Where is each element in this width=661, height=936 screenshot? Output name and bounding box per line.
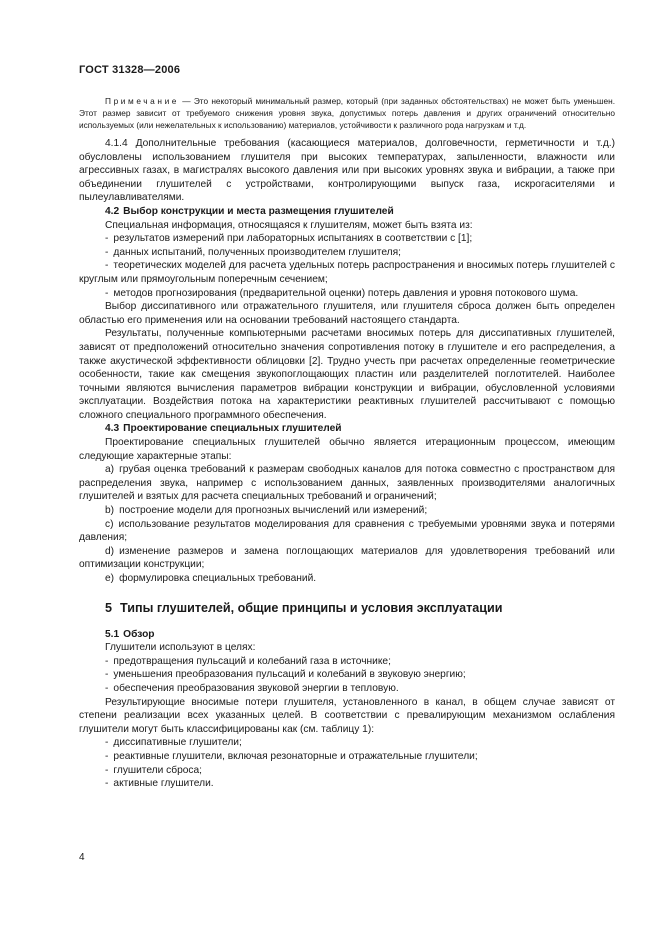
list-item: - диссипативные глушители; — [105, 737, 242, 749]
list-item: - методов прогнозирования (предварительной оценки) потерь давления и уровня потокового шума. — [105, 287, 579, 299]
paragraph: Специальная информация, относящаяся к глушителям, может быть взята из: — [105, 219, 473, 231]
section-heading-5 — [79, 600, 615, 616]
list-item: - уменьшения преобразования пульсаций и колебаний в звуковую энергию; — [105, 669, 466, 681]
list-item: - предотвращения пульсаций и колебаний газа в источнике; — [105, 655, 391, 667]
paragraph: Глушители используют в целях: — [105, 642, 256, 654]
section-number: 4.2 — [105, 205, 120, 217]
list-item: b) построение модели для прогнозных вычислений или измерений; — [105, 505, 428, 517]
list-item: - данных испытаний, полученных производителем глушителя; — [105, 246, 401, 258]
section-title: Обзор — [123, 628, 155, 640]
note-text: — Это некоторый минимальный размер, который (при заданных обстоятельствах) не может быть уменьшен. Этот размер зависит от требуемого снижения уровня звука, допустимых потерь давления и других ограничений относительно используемых (или нежелательных к использованию) материалов, устойчивости к различного рода нагрузкам и т.д. — [79, 96, 616, 130]
section-number: 4.3 — [105, 423, 120, 435]
paragraph: Результаты, полученные компьютерными расчетами вносимых потерь для диссипативных глушителей, зависят от предположений относительно значения сопротивления потоку в глушителе и его распределения, а также акустической эффективности облицовки [2]. Трудно учесть при расчетах определенные геометрические особенности, такие как смещения звукопоглощающих пластин или разделителей поглотителей. Наиболее точными являются вычисления параметров вибрации конструкции и вибрации, обусловленной условиями эксплуатации. Воздействия потока на характеристики реактивных глушителей рассчитывают с помощью сложного специального программного обеспечения. — [79, 328, 615, 421]
section-heading-4-2 — [79, 205, 615, 219]
note-paragraph — [79, 95, 615, 131]
paragraph-4-1-4: 4.1.4 Дополнительные требования (касающиеся материалов, долговечности, герметичности и т.д.) обусловлены использованием глушителя при высоких температурах, запыленности, влажности или агрессивных газах, в магистралях высокого давления или при высоких уровнях звука и вибрации, а также при объединении глушителей с устройствами, контролирующими выпуск газа, искрогасителями и пылеулавливателями. — [79, 138, 615, 204]
section-heading-4-3 — [79, 422, 615, 436]
list-item: a) грубая оценка требований к размерам свободных каналов для потока совместно с пространством для распределения звука, например с использованием данных, заявленных производителями аналогичных глушителей и взятых для расчета специальных требований и ограничений; — [79, 464, 615, 503]
list-item: - результатов измерений при лабораторных испытаниях в соответствии с [1]; — [105, 233, 473, 245]
section-title: Типы глушителей, общие принципы и условия эксплуатации — [120, 600, 503, 615]
list-item: - теоретических моделей для расчета удельных потерь распространения и вносимых потерь глушителей с круглым или прямоугольным поперечным сечением; — [79, 260, 615, 285]
paragraph: Выбор диссипативного или отражательного глушителя, или глушителя сброса должен быть определен областью его применения или на основании требований настоящего стандарта. — [79, 301, 615, 326]
list-item: c) использование результатов моделирования для сравнения с требуемыми уровнями звука и потерями давления; — [79, 518, 615, 544]
paragraph: Результирующие вносимые потери глушителя, установленного в канал, в общем случае зависят от степени реализации всех указанных целей. В соответствии с превалирующим механизмом ослабления глушители могут быть классифицированы как (см. таблицу 1): — [79, 696, 615, 735]
list-item: - глушители сброса; — [105, 764, 202, 776]
list-item: - реактивные глушители, включая резонаторные и отражательные глушители; — [105, 750, 478, 762]
list-item: e) формулировка специальных требований. — [105, 573, 317, 584]
note-label: Примечание — [105, 96, 180, 106]
document-body — [79, 95, 615, 791]
section-title: Выбор конструкции и места размещения глушителей — [123, 205, 394, 217]
list-item: - обеспечения преобразования звуковой энергии в тепловую. — [105, 682, 399, 694]
paragraph: Проектирование специальных глушителей обычно является итерационным процессом, имеющим следующие характерные этапы: — [79, 437, 615, 462]
section-number: 5.1 — [105, 628, 120, 640]
section-number: 5 — [105, 600, 113, 615]
page-number: 4 — [79, 852, 85, 863]
section-title: Проектирование специальных глушителей — [123, 423, 342, 435]
list-item: d) изменение размеров и замена поглощающих материалов для удовлетворения требований или оптимизации конструкции; — [79, 545, 615, 571]
section-heading-5-1 — [79, 628, 615, 642]
document-header: ГОСТ 31328—2006 — [79, 64, 181, 76]
list-item: - активные глушители. — [105, 778, 214, 790]
